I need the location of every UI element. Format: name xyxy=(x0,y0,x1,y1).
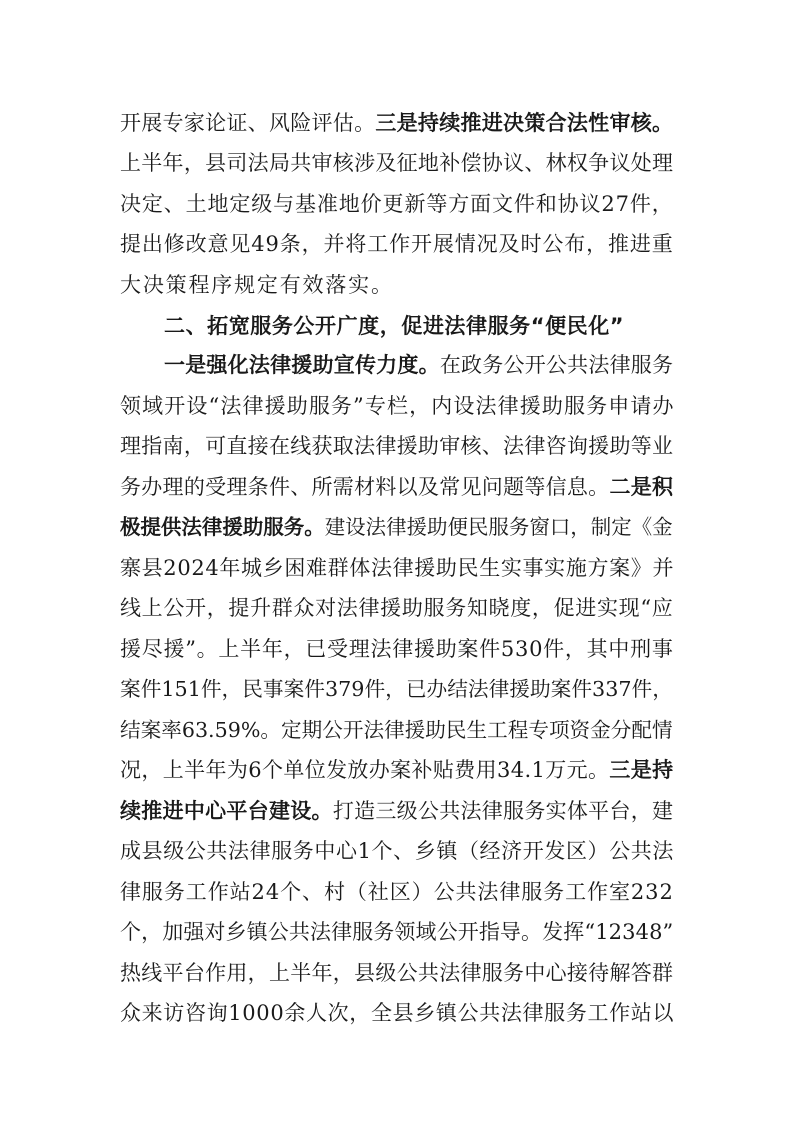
bold-phrase: 一是强化法律援助宣传力度。 xyxy=(164,352,440,377)
text-line xyxy=(120,593,673,623)
text-line xyxy=(120,836,673,866)
text-segment: 成县级公共法律服务中心1个、乡镇（经济开发区）公共法 xyxy=(120,839,674,863)
text-line xyxy=(120,270,392,300)
bold-phrase: 三是持 xyxy=(609,757,674,782)
text-segment: 况，上半年为6个单位发放办案补贴费用34.1万元。 xyxy=(120,758,610,782)
text-line xyxy=(120,715,673,745)
text-line xyxy=(164,350,673,380)
text-segment: 务办理的受理条件、所需材料以及常见问题等信息。 xyxy=(120,475,610,499)
bold-phrase: 二是积 xyxy=(609,474,674,499)
text-segment: 结案率63.59%。定期公开法律援助民生工程专项资金分配情 xyxy=(120,718,673,742)
text-line xyxy=(120,674,673,704)
text-line xyxy=(120,998,673,1028)
text-line xyxy=(120,108,673,138)
text-segment: 大决策程序规定有效落实。 xyxy=(120,273,394,297)
text-line xyxy=(120,553,673,583)
text-line xyxy=(120,877,673,907)
text-segment: 线上公开，提升群众对法律援助服务知晓度，促进实现“应 xyxy=(120,596,674,620)
text-segment: 援尽援”。上半年，已受理法律援助案件530件，其中刑事 xyxy=(120,637,674,661)
text-segment: 律服务工作站24个、村（社区）公共法律服务工作室232 xyxy=(120,880,674,904)
text-segment: 众来访咨询1000余人次，全县乡镇公共法律服务工作站以 xyxy=(120,1001,675,1025)
text-line xyxy=(120,917,673,947)
text-segment: 案件151件，民事案件379件，已办结法律援助案件337件， xyxy=(120,677,673,701)
text-line xyxy=(120,229,673,259)
bold-phrase: 三是持续推进决策合法性审核。 xyxy=(375,110,674,135)
bold-phrase: 二、拓宽服务公开广度，促进法律服务“便民化” xyxy=(164,314,625,338)
text-segment: 领域开设“法律援助服务”专栏，内设法律援助服务申请办 xyxy=(120,394,675,418)
text-segment: 寨县2024年城乡困难群体法律援助民生实事实施方案》并 xyxy=(120,556,675,580)
text-line xyxy=(120,189,673,219)
text-line xyxy=(120,391,673,421)
text-line xyxy=(120,796,673,826)
text-line xyxy=(120,755,673,785)
bold-phrase: 续推进中心平台建设。 xyxy=(120,798,333,823)
text-segment: 开展专家论证、风险评估。 xyxy=(120,111,376,135)
text-line xyxy=(120,472,673,502)
text-line xyxy=(120,512,673,542)
text-segment: 在政务公开公共法律服务 xyxy=(439,353,674,377)
section-heading xyxy=(164,311,624,341)
text-segment: 理指南，可直接在线获取法律援助审核、法律咨询援助等业 xyxy=(120,434,674,458)
text-line xyxy=(120,958,673,988)
text-segment: 决定、土地定级与基准地价更新等方面文件和协议27件， xyxy=(120,192,674,216)
text-segment: 打造三级公共法律服务实体平台，建 xyxy=(332,799,674,823)
text-segment: 个，加强对乡镇公共法律服务领域公开指导。发挥“12348” xyxy=(120,920,674,944)
text-line xyxy=(120,148,673,178)
text-segment: 建设法律援助便民服务窗口，制定《金 xyxy=(324,515,673,539)
text-line xyxy=(120,431,673,461)
text-segment: 上半年，县司法局共审核涉及征地补偿协议、林权争议处理 xyxy=(120,151,674,175)
text-segment: 提出修改意见49条，并将工作开展情况及时公布，推进重 xyxy=(120,232,674,256)
text-segment: 热线平台作用，上半年，县级公共法律服务中心接待解答群 xyxy=(120,961,674,985)
text-line xyxy=(120,634,673,664)
bold-phrase: 极提供法律援助服务。 xyxy=(120,515,325,539)
